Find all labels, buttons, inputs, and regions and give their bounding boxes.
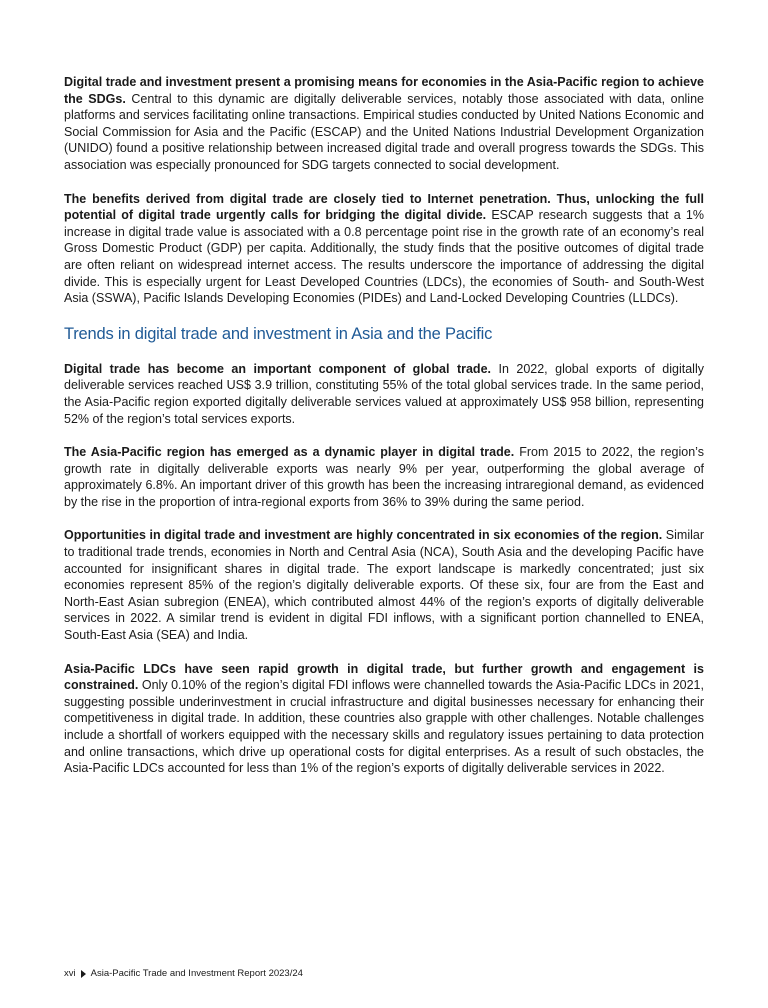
paragraph	[64, 361, 704, 427]
paragraph-lead: The Asia-Pacific region has emerged as a dynamic player in digital trade.	[64, 445, 515, 460]
paragraph	[64, 444, 704, 510]
paragraph-text: From 2015 to 2022, the region’s growth rate in digitally deliverable exports was nearly 9% per year, outperforming the global average of approximately 6.8%. An important driver of this growth has been the increasing intraregional demand, as evidenced by the rise in the proportion of intra-regional exports from 36% to 39% during the same period.	[64, 445, 704, 509]
section-heading: Trends in digital trade and investment in Asia and the Pacific	[64, 324, 493, 343]
paragraph-lead: Digital trade and investment present a promising means for economies in the Asia-Pacific region to achieve the SDGs.	[64, 75, 704, 106]
paragraph-lead: Opportunities in digital trade and investment are highly concentrated in six economies of the region.	[64, 528, 663, 543]
triangle-marker-icon	[81, 970, 86, 978]
paragraph-text: Only 0.10% of the region’s digital FDI inflows were channelled towards the Asia-Pacific LDCs in 2021, suggesting possible underinvestment in crucial infrastructure and digital businesses necessary for enhancing their competitiveness in digital trade. In addition, these countries also grapple with other challenges. Notable challenges include a shortfall of workers equipped with the necessary skills and regulatory issues pertaining to data protection and online transactions, which drive up operational costs for digital enterprises. As a result of such obstacles, the Asia-Pacific LDCs accounted for less than 1% of the region’s exports of digitally deliverable services in 2022.	[64, 678, 704, 776]
page-footer	[64, 968, 303, 979]
paragraph-text: Similar to traditional trade trends, economies in North and Central Asia (NCA), South Asia and the developing Pacific have accounted for insignificant shares in digital trade. The export landscape is markedly concentrated; just six economies represent 85% of the region’s digitally deliverable exports. Of these six, four are from the East and North-East Asian subregion (ENEA), which contributed almost 44% of the region’s exports of digitally deliverable services in 2022. A similar trend is evident in digital FDI inflows, with a significant portion channelled to ENEA, South-East Asia (SEA) and India.	[64, 528, 705, 643]
document-body	[64, 74, 704, 794]
paragraph	[64, 191, 704, 307]
paragraph-lead: Digital trade has become an important component of global trade.	[64, 361, 491, 376]
paragraph-text: ESCAP research suggests that a 1% increase in digital trade value is associated with a 0.8 percentage point rise in the growth rate of an economy’s real Gross Domestic Product (GDP) per capita. Additionally, the study finds that the positive outcomes of digital trade are often reliant on widespread internet access. The results underscore the importance of addressing the digital divide. This is especially urgent for Least Developed Countries (LDCs), the economies of South- and South-West Asia (SSWA), Pacific Islands Developing Economies (PIDEs) and Land-Locked Developing Countries (LLDCs).	[64, 208, 705, 306]
paragraph-text: In 2022, global exports of digitally deliverable services reached US$ 3.9 trillion, constituting 55% of the total global services trade. In the same period, the Asia-Pacific region exported digitally deliverable services valued at approximately US$ 958 billion, representing 52% of the region’s total services exports.	[64, 361, 704, 426]
paragraph-lead: Asia-Pacific LDCs have seen rapid growth in digital trade, but further growth and engagement is constrained.	[64, 661, 704, 693]
paragraph	[64, 74, 704, 174]
report-title: Asia-Pacific Trade and Investment Report 2023/24	[90, 968, 303, 979]
page-number: xvi	[64, 968, 76, 979]
paragraph	[64, 661, 704, 777]
paragraph-text: Central to this dynamic are digitally deliverable services, notably those associated with data, online platforms and services facilitating online transactions. Empirical studies conducted by United Nations Economic and Social Commission for Asia and the Pacific (ESCAP) and the United Nations Industrial Development Organization (UNIDO) found a positive relationship between increased digital trade and overall progress towards the SDGs. This association was especially pronounced for SDG targets connected to social development.	[64, 91, 704, 172]
paragraph	[64, 527, 704, 643]
paragraph-lead: The benefits derived from digital trade are closely tied to Internet penetration. Thus, unlocking the full potential of digital trade urgently calls for bridging the digital divide.	[64, 191, 704, 223]
